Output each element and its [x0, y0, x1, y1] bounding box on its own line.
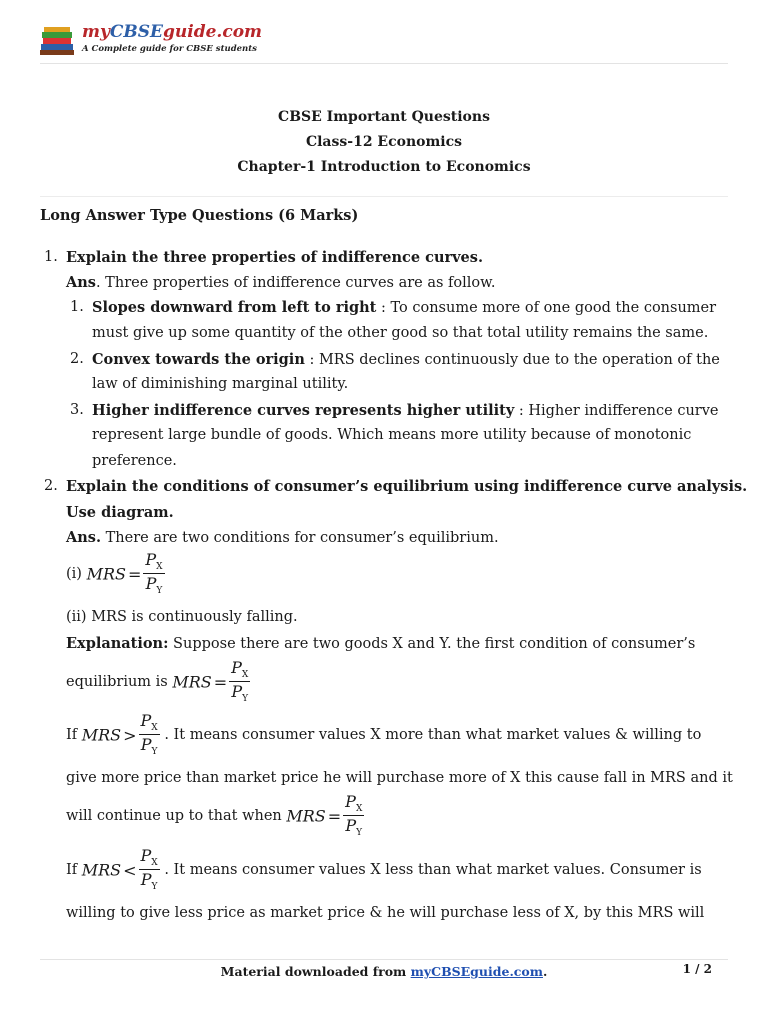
mrs-formula: MRS = $\frac{P_X}{P_Y}$ [86, 550, 163, 597]
q2-if-more: If MRS > $\frac{P_X}{P_Y}$ . It means consumer values X more than what market values & willing to [66, 711, 702, 758]
q1-point3: Higher indifference curves represents higher utility : Higher indifference curve [92, 402, 719, 419]
q1-point1-number: 1. [70, 299, 84, 315]
mrs-formula: MRS = $\frac{P_X}{P_Y}$ [172, 658, 249, 705]
logo-title: myCBSEguide.com [82, 22, 263, 42]
q1-question: Explain the three properties of indifference curves. [66, 249, 483, 266]
q1-point2: Convex towards the origin : MRS declines continuously due to the operation of the [92, 351, 720, 368]
q2-condition2: (ii) MRS is continuously falling. [66, 609, 298, 625]
q2-if-less-cont: willing to give less price as market price & he will purchase less of X, by this MRS will [66, 905, 705, 921]
q2-explanation: Explanation: Suppose there are two goods X and Y. the first condition of consumer’s [66, 635, 696, 652]
mrs-formula: MRS < $\frac{P_X}{P_Y}$ [81, 846, 158, 893]
q2-if-more-cont: give more price than market price he will purchase more of X this cause fall in MRS and it [66, 770, 733, 786]
q2-question-cont: Use diagram. [66, 504, 174, 521]
doc-title-line3: Chapter-1 Introduction to Economics [237, 159, 531, 175]
mrs-formula: MRS = $\frac{P_X}{P_Y}$ [286, 792, 363, 839]
footer-link[interactable]: myCBSEguide.com [410, 964, 543, 979]
mrs-formula: MRS > $\frac{P_X}{P_Y}$ [81, 711, 158, 758]
q2-condition1: (i) MRS = $\frac{P_X}{P_Y}$ [66, 550, 163, 597]
q2-question: Explain the conditions of consumer’s equilibrium using indifference curve analysis. [66, 478, 748, 495]
header-divider [40, 63, 728, 64]
footer-divider [40, 959, 728, 960]
site-logo [40, 22, 263, 60]
title-divider [40, 196, 728, 197]
footer: Material downloaded from myCBSEguide.com. [220, 964, 548, 979]
books-logo-icon [40, 26, 76, 56]
logo-subtitle: A Complete guide for CBSE students [82, 44, 257, 54]
doc-title-line2: Class-12 Economics [305, 134, 463, 150]
q1-point3-number: 3. [70, 402, 84, 418]
q1-point1-cont: must give up some quantity of the other good so that total utility remains the same. [92, 325, 709, 341]
q2-answer: Ans. There are two conditions for consumer’s equilibrium. [66, 529, 499, 546]
page-number: 1 / 2 [682, 962, 712, 976]
q1-number: 1. [44, 249, 58, 265]
q1-point3-cont: represent large bundle of goods. Which means more utility because of monotonic [92, 427, 692, 443]
q1-point1: Slopes downward from left to right : To consume more of one good the consumer [92, 299, 717, 316]
q1-answer: Ans. Three properties of indifference curves are as follow. [66, 274, 496, 291]
q2-if-less: If MRS < $\frac{P_X}{P_Y}$ . It means consumer values X less than what market values. Consumer is [66, 846, 702, 893]
q1-point2-number: 2. [70, 351, 84, 367]
doc-title-line1: CBSE Important Questions [278, 109, 490, 125]
q2-if-more-cont2: will continue up to that when MRS = $\frac{P_X}{P_Y}$ [66, 792, 363, 839]
q2-explanation-cont: equilibrium is MRS = $\frac{P_X}{P_Y}$ [66, 658, 249, 705]
section-heading: Long Answer Type Questions (6 Marks) [40, 207, 359, 224]
q1-point2-cont: law of diminishing marginal utility. [92, 376, 349, 392]
q2-number: 2. [44, 478, 58, 494]
q1-point3-cont2: preference. [92, 453, 177, 469]
